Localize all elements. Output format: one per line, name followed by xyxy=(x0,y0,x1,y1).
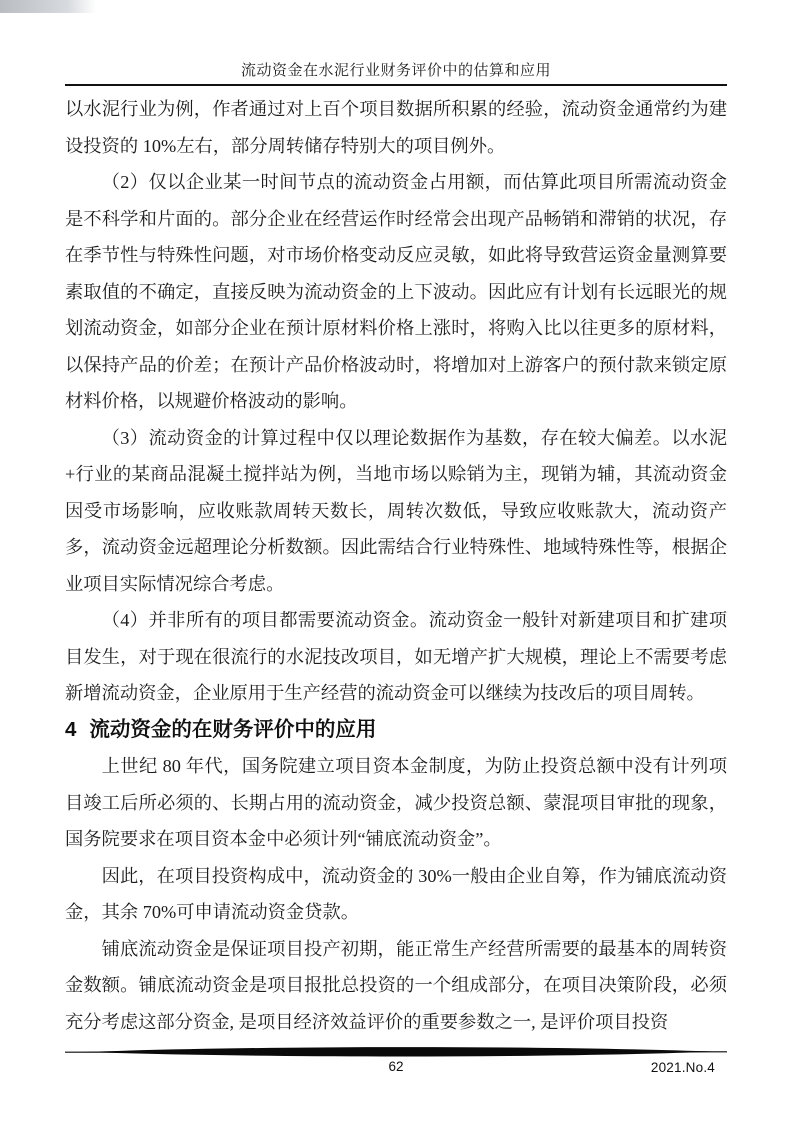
footer-rule xyxy=(65,1047,727,1057)
paragraph: （4）并非所有的项目都需要流动资金。流动资金一般针对新建项目和扩建项目发生，对于现在很流行的水泥技改项目，如无增产扩大规模，理论上不需要考虑新增流动资金，企业原用于生产经营的流动资金可以继续为技改后的项目周转。 xyxy=(65,610,727,703)
footer xyxy=(65,1059,727,1079)
paragraph: 铺底流动资金是保证项目投产初期，能正常生产经营所需要的最基本的周转资金数额。铺底流动资金是项目报批总投资的一个组成部分，在项目决策阶段，必须充分考虑这部分资金, 是项目经济效益评价的重要参数之一, 是评价项目投资 xyxy=(65,938,727,1032)
paragraph: （2）仅以企业某一时间节点的流动资金占用额，而估算此项目所需流动资金是不科学和片面的。部分企业在经营运作时经常会出现产品畅销和滞销的状况，存在季节性与特殊性问题，对市场价格变动反应灵敏，如此将导致营运资金量测算要素取值的不确定，直接反映为流动资金的上下波动。因此应有计划有长远眼光的规划流动资金，如部分企业在预计原材料价格上涨时，将购入比以往更多的原材料，以保持产品的价差；在预计产品价格波动时，将增加对上游客户的预付款来锁定原材料价格，以规避价格波动的影响。 xyxy=(65,172,727,411)
paragraph: 以水泥行业为例，作者通过对上百个项目数据所积累的经验，流动资金通常约为建设投资的 10%左右，部分周转储存特别大的项目例外。 xyxy=(65,99,727,156)
paragraph: 上世纪 80 年代，国务院建立项目资本金制度，为防止投资总额中没有计列项目竣工后所必须的、长期占用的流动资金，减少投资总额、蒙混项目审批的现象，国务院要求在项目资本金中必须计列“铺底流动资金”。 xyxy=(65,756,727,849)
running-title: 流动资金在水泥行业财务评价中的估算和应用 xyxy=(240,63,551,79)
paragraph: （3）流动资金的计算过程中仅以理论数据作为基数，存在较大偏差。以水泥+行业的某商品混凝土搅拌站为例，当地市场以赊销为主，现销为辅，其流动资金因受市场影响，应收账款周转天数长，周转次数低，导致应收账款大，流动资产多，流动资金远超理论分析数额。因此需结合行业特殊性、地域特殊性等，根据企业项目实际情况综合考虑。 xyxy=(65,427,727,594)
page-number: 62 xyxy=(388,1059,404,1074)
paragraph: 因此，在项目投资构成中，流动资金的 30%一般由企业自筹，作为铺底流动资金，其余 70%可申请流动资金贷款。 xyxy=(65,865,727,922)
page-body xyxy=(65,91,727,1040)
section-title: 流动资金的在财务评价中的应用 xyxy=(89,717,377,741)
header-rule xyxy=(65,84,727,86)
issue-label: 2021.No.4 xyxy=(650,1060,715,1075)
section-number: 4 xyxy=(65,717,77,741)
scan-artifact xyxy=(0,0,96,13)
section-heading xyxy=(65,712,727,749)
